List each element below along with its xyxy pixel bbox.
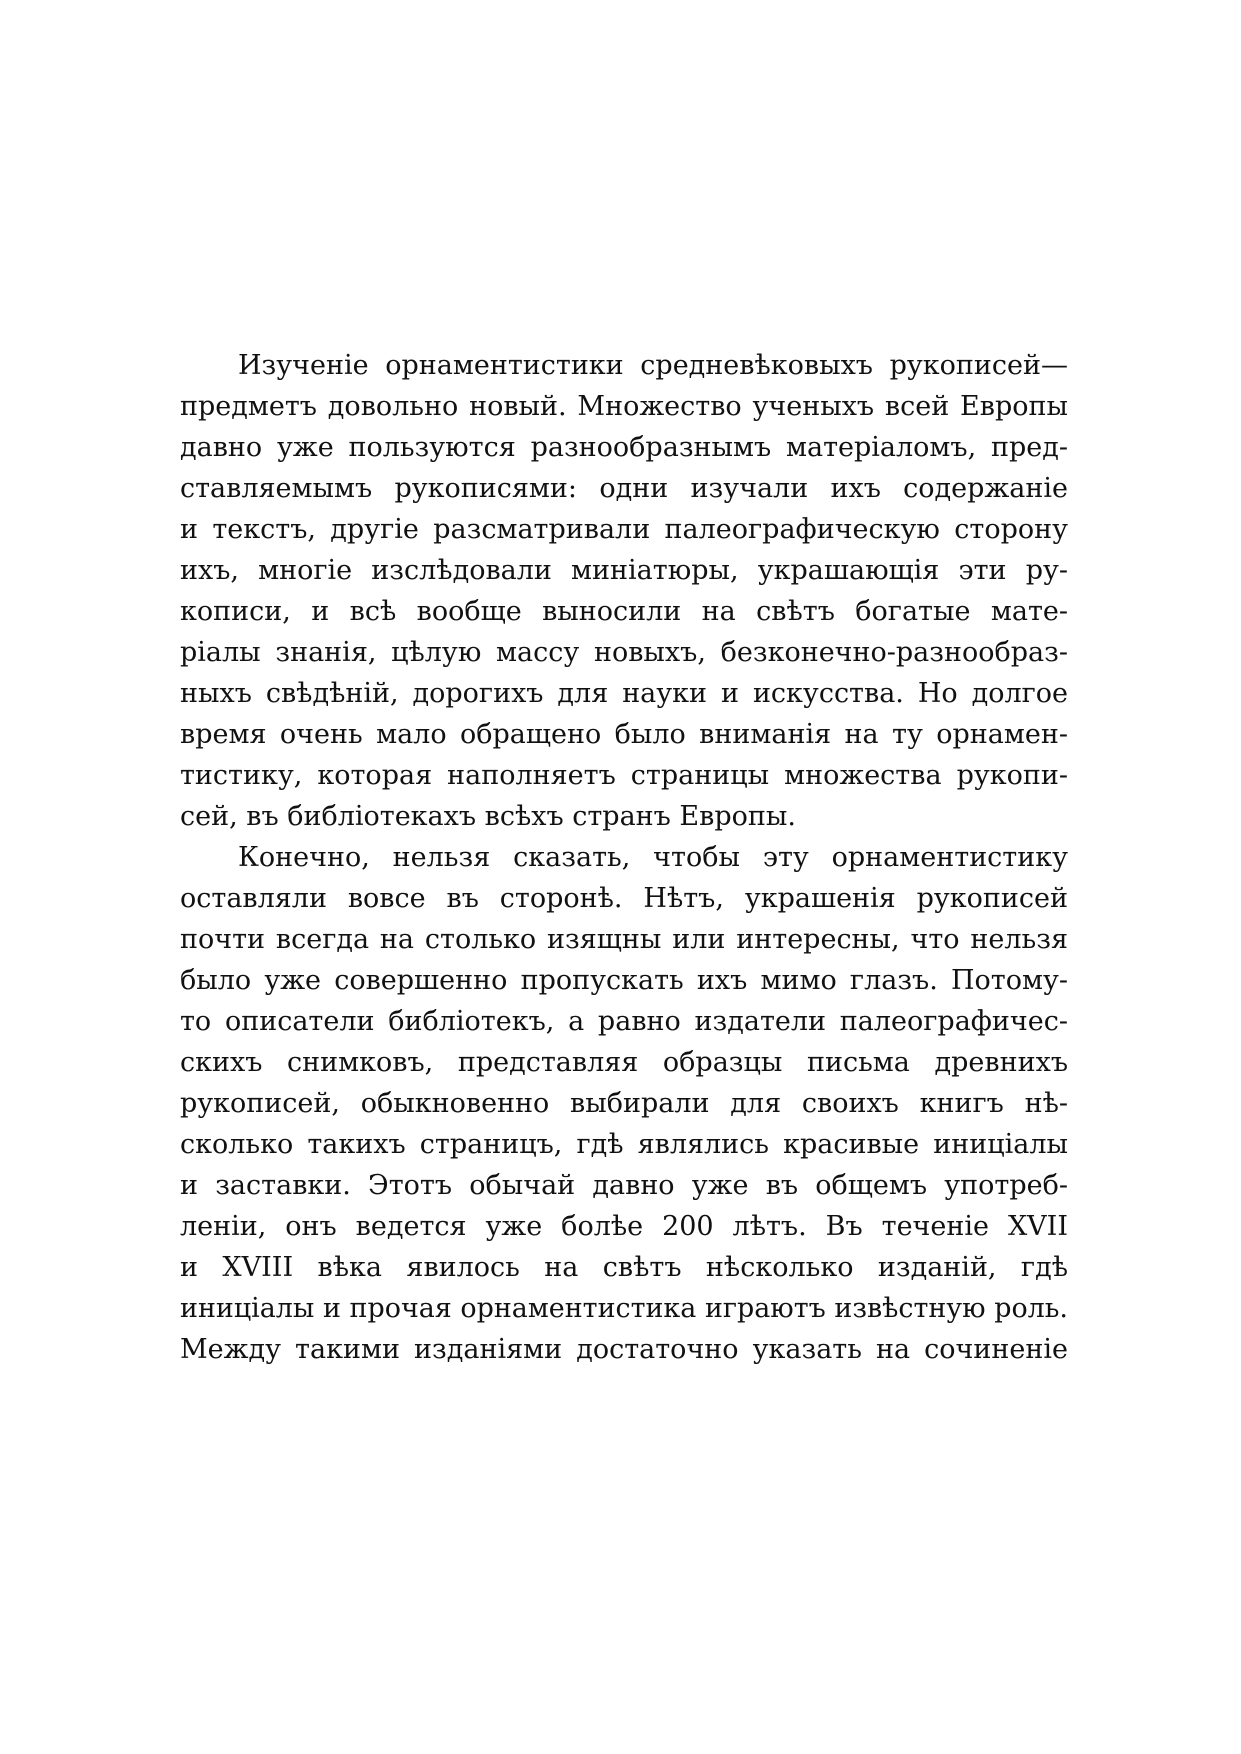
paragraph-1 bbox=[180, 345, 1068, 837]
text-line: оставляли вовсе въ сторонѣ. Нѣтъ, украшенія рукописей bbox=[180, 883, 1068, 914]
text-line: почти всегда на столько изящны или интересны, что нельзя bbox=[180, 924, 1068, 955]
text-line: тистику, которая наполняетъ страницы множества рукопи- bbox=[180, 760, 1068, 791]
text-line: сей, въ библіотекахъ всѣхъ странъ Европы. bbox=[180, 801, 796, 832]
text-line: ставляемымъ рукописями: одни изучали ихъ содержаніе bbox=[180, 473, 1068, 504]
text-line: Изученіе орнаментистики средневѣковыхъ рукописей— bbox=[238, 350, 1068, 381]
text-line: и XVIII вѣка явилось на свѣтъ нѣсколько изданій, гдѣ bbox=[180, 1252, 1068, 1283]
text-line: скихъ снимковъ, представляя образцы письма древнихъ bbox=[180, 1047, 1068, 1078]
text-line: ріалы знанія, цѣлую массу новыхъ, безконечно-разнообраз- bbox=[180, 637, 1068, 668]
text-line: иниціалы и прочая орнаментистика играютъ извѣстную роль. bbox=[180, 1293, 1068, 1324]
text-line: и заставки. Этотъ обычай давно уже въ общемъ употреб- bbox=[180, 1170, 1068, 1201]
text-line: ныхъ свѣдѣній, дорогихъ для науки и искусства. Но долгое bbox=[180, 678, 1068, 709]
text-line: сколько такихъ страницъ, гдѣ являлись красивые иниціалы bbox=[180, 1129, 1068, 1160]
text-line: Конечно, нельзя сказать, чтобы эту орнаментистику bbox=[238, 842, 1068, 873]
text-line: Между такими изданіями достаточно указать на сочиненіе bbox=[180, 1334, 1068, 1365]
body-text bbox=[180, 345, 1068, 1370]
text-line: ихъ, многіе изслѣдовали миніатюры, украшающія эти ру- bbox=[180, 555, 1068, 586]
text-line: то описатели библіотекъ, а равно издатели палеографичес- bbox=[180, 1006, 1068, 1037]
text-line: и текстъ, другіе разсматривали палеографическую сторону bbox=[180, 514, 1068, 545]
text-line: предметъ довольно новый. Множество ученыхъ всей Европы bbox=[180, 391, 1068, 422]
text-line: давно уже пользуются разнообразнымъ матеріаломъ, пред- bbox=[180, 432, 1068, 463]
text-line: было уже совершенно пропускать ихъ мимо глазъ. Потому- bbox=[180, 965, 1068, 996]
text-line: леніи, онъ ведется уже болѣе 200 лѣтъ. Въ теченіе XVII bbox=[180, 1211, 1068, 1242]
text-line: кописи, и всѣ вообще выносили на свѣтъ богатые мате- bbox=[180, 596, 1068, 627]
text-line: время очень мало обращено было вниманія на ту орнамен- bbox=[180, 719, 1068, 750]
paragraph-2 bbox=[180, 837, 1068, 1370]
text-line: рукописей, обыкновенно выбирали для своихъ книгъ нѣ- bbox=[180, 1088, 1068, 1119]
